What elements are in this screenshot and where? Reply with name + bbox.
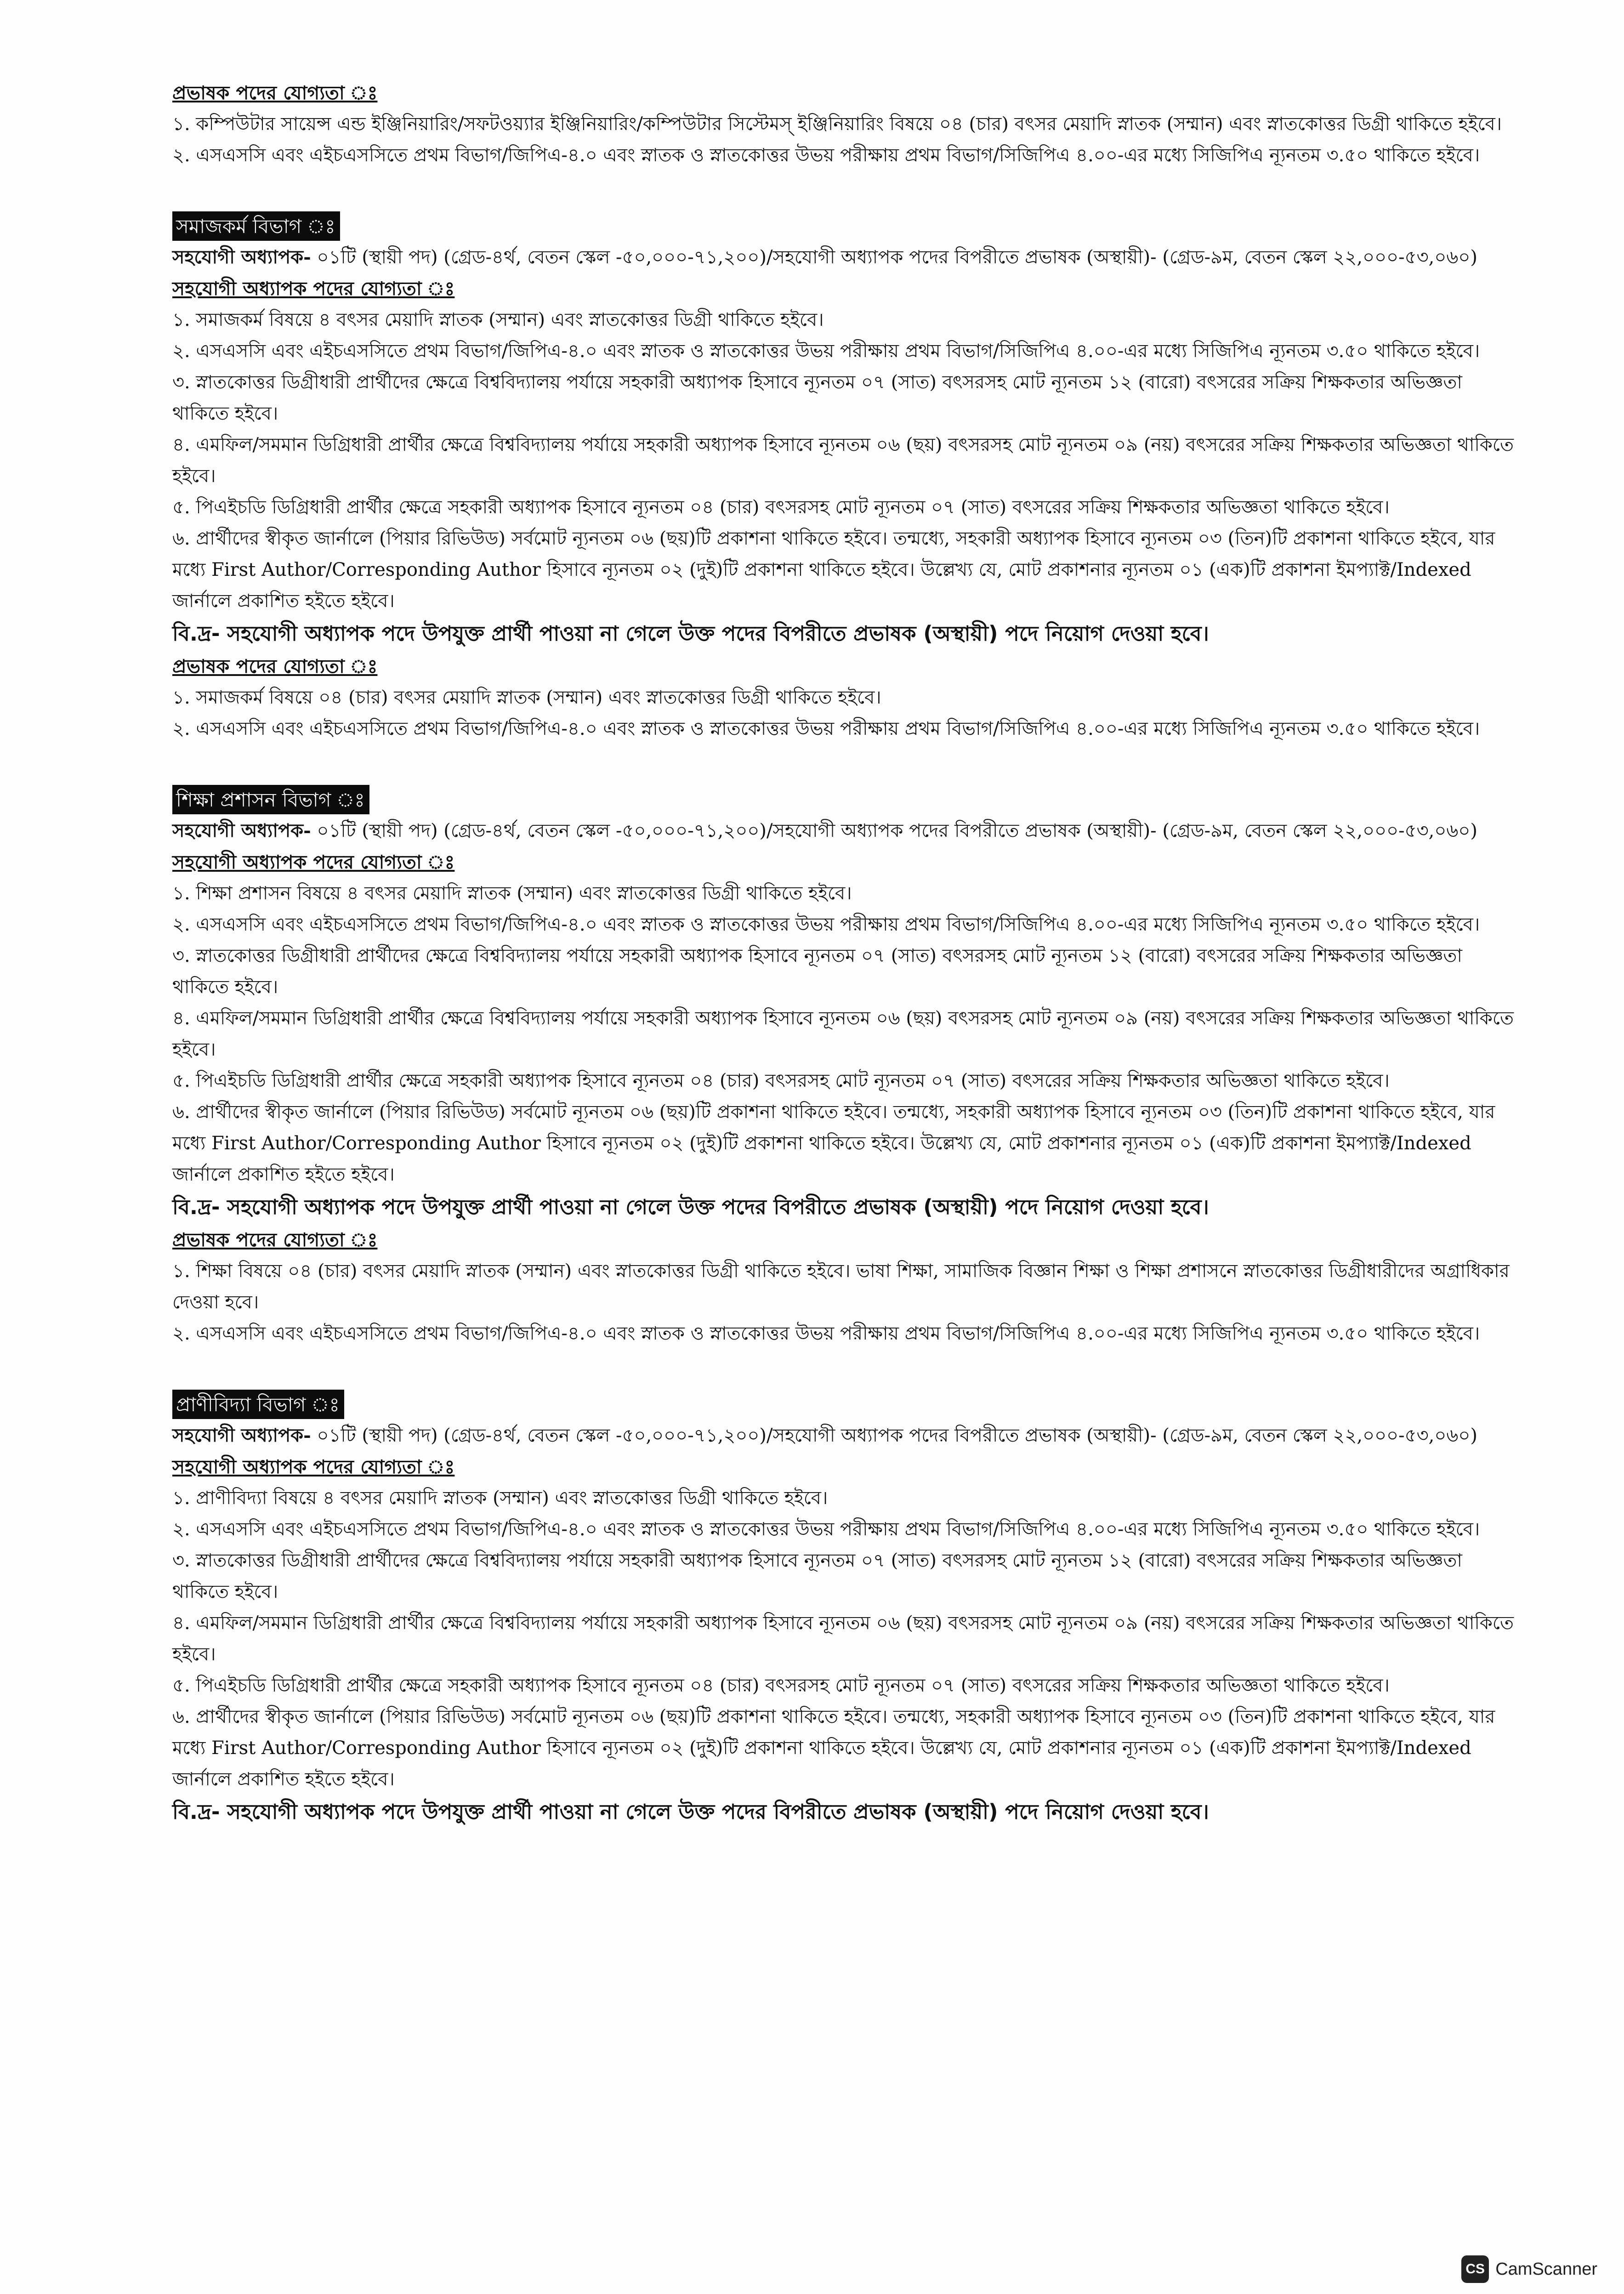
list-item: ১. সমাজকর্ম বিষয়ে ৪ বৎসর মেয়াদি স্নাতক (সম্মান) এবং স্নাতকোত্তর ডিগ্রী থাকিতে হইবে। (172, 309, 824, 330)
camscanner-watermark (1461, 2255, 1597, 2283)
department-section (172, 211, 1519, 744)
post-details: ০১টি (স্থায়ী পদ) (গ্রেড-৪র্থ, বেতন স্কেল -৫০,০০০-৭১,২০০)/সহযোগী অধ্যাপক পদের বিপরীতে প্রভাষক (অস্থায়ী)- (গ্রেড-৯ম, বেতন স্কেল ২২,০০০-৫৩,০৬০) (311, 247, 1477, 268)
section-heading: সহযোগী অধ্যাপক পদের যোগ্যতা ঃ (172, 851, 455, 873)
post-line (172, 1420, 1519, 1451)
section-heading: সহযোগী অধ্যাপক পদের যোগ্যতা ঃ (172, 1456, 455, 1478)
list-item: ১. প্রাণীবিদ্যা বিষয়ে ৪ বৎসর মেয়াদি স্নাতক (সম্মান) এবং স্নাতকোত্তর ডিগ্রী থাকিতে হইবে। (172, 1488, 828, 1509)
camscanner-label: CamScanner (1495, 2259, 1597, 2279)
post-title: সহযোগী অধ্যাপক- (172, 246, 311, 268)
section-heading: প্রভাষক পদের যোগ্যতা ঃ (172, 655, 378, 677)
list-item: ১. শিক্ষা প্রশাসন বিষয়ে ৪ বৎসর মেয়াদি স্নাতক (সম্মান) এবং স্নাতকোত্তর ডিগ্রী থাকিতে হইবে। (172, 883, 852, 904)
list-item: ৩. স্নাতকোত্তর ডিগ্রীধারী প্রার্থীদের ক্ষেত্রে বিশ্ববিদ্যালয় পর্যায়ে সহকারী অধ্যাপক হিসাবে ন্যূনতম ০৭ (সাত) বৎসরসহ মোট ন্যূনতম ১২ (বারো) বৎসরের সক্রিয় শিক্ষকতার অভিজ্ঞতা থাকিতে হইবে। (172, 945, 1463, 998)
department-title: শিক্ষা প্রশাসন বিভাগ ঃ (172, 785, 369, 814)
list-item: ৪. এমফিল/সমমান ডিগ্রিধারী প্রার্থীর ক্ষেত্রে বিশ্ববিদ্যালয় পর্যায়ে সহকারী অধ্যাপক হিসাবে ন্যূনতম ০৬ (ছয়) বৎসরসহ মোট ন্যূনতম ০৯ (নয়) বৎসরের সক্রিয় শিক্ষকতার অভিজ্ঞতা থাকিতে হইবে। (172, 1613, 1514, 1665)
list-item: ১. কম্পিউটার সায়েন্স এন্ড ইঞ্জিনিয়ারিং/সফটওয়্যার ইঞ্জিনিয়ারিং/কম্পিউটার সিস্টেমস্ ইঞ্জিনিয়ারিং বিষয়ে ০৪ (চার) বৎসর মেয়াদি স্নাতক (সম্মান) এবং স্নাতকোত্তর ডিগ্রী থাকিতে হইবে। (172, 114, 1502, 135)
list-item: ৪. এমফিল/সমমান ডিগ্রিধারী প্রার্থীর ক্ষেত্রে বিশ্ববিদ্যালয় পর্যায়ে সহকারী অধ্যাপক হিসাবে ন্যূনতম ০৬ (ছয়) বৎসরসহ মোট ন্যূনতম ০৯ (নয়) বৎসরের সক্রিয় শিক্ষকতার অভিজ্ঞতা থাকিতে হইবে। (172, 1008, 1514, 1060)
document-page (172, 77, 1519, 1829)
list-item: ৬. প্রার্থীদের স্বীকৃত জার্নালে (পিয়ার রিভিউড) সর্বমোট ন্যূনতম ০৬ (ছয়)টি প্রকাশনা থাকিতে হইবে। তন্মধ্যে, সহকারী অধ্যাপক হিসাবে ন্যূনতম ০৩ (তিন)টি প্রকাশনা থাকিতে হইবে, যার মধ্যে First Author/Corresponding Author হিসাবে ন্যূনতম ০২ (দুই)টি প্রকাশনা থাকিতে হইবে। উল্লেখ্য যে, মোট প্রকাশনার ন্যূনতম ০১ (এক)টি প্রকাশনা ইমপ্যাক্ট/Indexed জার্নালে প্রকাশিত হইতে হইবে। (172, 528, 1495, 612)
list-item: ২. এসএসসি এবং এইচএসসিতে প্রথম বিভাগ/জিপিএ-৪.০ এবং স্নাতক ও স্নাতকোত্তর উভয় পরীক্ষায় প্রথম বিভাগ/সিজিপিএ ৪.০০-এর মধ্যে সিজিপিএ ন্যূনতম ৩.৫০ থাকিতে হইবে। (172, 145, 1480, 166)
list-item: ২. এসএসসি এবং এইচএসসিতে প্রথম বিভাগ/জিপিএ-৪.০ এবং স্নাতক ও স্নাতকোত্তর উভয় পরীক্ষায় প্রথম বিভাগ/সিজিপিএ ৪.০০-এর মধ্যে সিজিপিএ ন্যূনতম ৩.৫০ থাকিতে হইবে। (172, 341, 1480, 362)
department-section (172, 1390, 1519, 1829)
list-item: ২. এসএসসি এবং এইচএসসিতে প্রথম বিভাগ/জিপিএ-৪.০ এবং স্নাতক ও স্নাতকোত্তর উভয় পরীক্ষায় প্রথম বিভাগ/সিজিপিএ ৪.০০-এর মধ্যে সিজিপিএ ন্যূনতম ৩.৫০ থাকিতে হইবে। (172, 1519, 1480, 1540)
post-title: সহযোগী অধ্যাপক- (172, 820, 311, 841)
section-heading: প্রভাষক পদের যোগ্যতা ঃ (172, 1229, 378, 1251)
list-item: ৩. স্নাতকোত্তর ডিগ্রীধারী প্রার্থীদের ক্ষেত্রে বিশ্ববিদ্যালয় পর্যায়ে সহকারী অধ্যাপক হিসাবে ন্যূনতম ০৭ (সাত) বৎসরসহ মোট ন্যূনতম ১২ (বারো) বৎসরের সক্রিয় শিক্ষকতার অভিজ্ঞতা থাকিতে হইবে। (172, 372, 1463, 424)
post-line (172, 242, 1519, 273)
list-item: ২. এসএসসি এবং এইচএসসিতে প্রথম বিভাগ/জিপিএ-৪.০ এবং স্নাতক ও স্নাতকোত্তর উভয় পরীক্ষায় প্রথম বিভাগ/সিজিপিএ ৪.০০-এর মধ্যে সিজিপিএ ন্যূনতম ৩.৫০ থাকিতে হইবে। (172, 718, 1480, 739)
post-details: ০১টি (স্থায়ী পদ) (গ্রেড-৪র্থ, বেতন স্কেল -৫০,০০০-৭১,২০০)/সহযোগী অধ্যাপক পদের বিপরীতে প্রভাষক (অস্থায়ী)- (গ্রেড-৯ম, বেতন স্কেল ২২,০০০-৫৩,০৬০) (311, 1425, 1477, 1446)
note-text: বি.দ্র- সহযোগী অধ্যাপক পদে উপযুক্ত প্রার্থী পাওয়া না গেলে উক্ত পদের বিপরীতে প্রভাষক (অস্থায়ী) পদে নিয়োগ দেওয়া হবে। (172, 1800, 1209, 1824)
list-item: ৩. স্নাতকোত্তর ডিগ্রীধারী প্রার্থীদের ক্ষেত্রে বিশ্ববিদ্যালয় পর্যায়ে সহকারী অধ্যাপক হিসাবে ন্যূনতম ০৭ (সাত) বৎসরসহ মোট ন্যূনতম ১২ (বারো) বৎসরের সক্রিয় শিক্ষকতার অভিজ্ঞতা থাকিতে হইবে। (172, 1550, 1463, 1602)
list-item: ২. এসএসসি এবং এইচএসসিতে প্রথম বিভাগ/জিপিএ-৪.০ এবং স্নাতক ও স্নাতকোত্তর উভয় পরীক্ষায় প্রথম বিভাগ/সিজিপিএ ৪.০০-এর মধ্যে সিজিপিএ ন্যূনতম ৩.৫০ থাকিতে হইবে। (172, 914, 1480, 935)
post-title: সহযোগী অধ্যাপক- (172, 1425, 311, 1446)
list-item: ১. শিক্ষা বিষয়ে ০৪ (চার) বৎসর মেয়াদি স্নাতক (সম্মান) এবং স্নাতকোত্তর ডিগ্রী থাকিতে হইবে। ভাষা শিক্ষা, সামাজিক বিজ্ঞান শিক্ষা ও শিক্ষা প্রশাসনে স্নাতকোত্তর ডিগ্রীধারীদের অগ্রাধিকার দেওয়া হবে। (172, 1261, 1510, 1313)
department-title: সমাজকর্ম বিভাগ ঃ (172, 211, 340, 241)
list-item: ৫. পিএইচডি ডিগ্রিধারী প্রার্থীর ক্ষেত্রে সহকারী অধ্যাপক হিসাবে ন্যূনতম ০৪ (চার) বৎসরসহ মোট ন্যূনতম ০৭ (সাত) বৎসরের সক্রিয় শিক্ষকতার অভিজ্ঞতা থাকিতে হইবে। (172, 1675, 1390, 1696)
post-line (172, 815, 1519, 846)
department-title: প্রাণীবিদ্যা বিভাগ ঃ (172, 1390, 344, 1419)
list-item: ৪. এমফিল/সমমান ডিগ্রিধারী প্রার্থীর ক্ষেত্রে বিশ্ববিদ্যালয় পর্যায়ে সহকারী অধ্যাপক হিসাবে ন্যূনতম ০৬ (ছয়) বৎসরসহ মোট ন্যূনতম ০৯ (নয়) বৎসরের সক্রিয় শিক্ষকতার অভিজ্ঞতা থাকিতে হইবে। (172, 434, 1514, 487)
list-item: ২. এসএসসি এবং এইচএসসিতে প্রথম বিভাগ/জিপিএ-৪.০ এবং স্নাতক ও স্নাতকোত্তর উভয় পরীক্ষায় প্রথম বিভাগ/সিজিপিএ ৪.০০-এর মধ্যে সিজিপিএ ন্যূনতম ৩.৫০ থাকিতে হইবে। (172, 1323, 1480, 1344)
note-text: বি.দ্র- সহযোগী অধ্যাপক পদে উপযুক্ত প্রার্থী পাওয়া না গেলে উক্ত পদের বিপরীতে প্রভাষক (অস্থায়ী) পদে নিয়োগ দেওয়া হবে। (172, 1195, 1209, 1219)
list-item: ১. সমাজকর্ম বিষয়ে ০৪ (চার) বৎসর মেয়াদি স্নাতক (সম্মান) এবং স্নাতকোত্তর ডিগ্রী থাকিতে হইবে। (172, 687, 881, 708)
list-item: ৫. পিএইচডি ডিগ্রিধারী প্রার্থীর ক্ষেত্রে সহকারী অধ্যাপক হিসাবে ন্যূনতম ০৪ (চার) বৎসরসহ মোট ন্যূনতম ০৭ (সাত) বৎসরের সক্রিয় শিক্ষকতার অভিজ্ঞতা থাকিতে হইবে। (172, 1070, 1390, 1091)
note-text: বি.দ্র- সহযোগী অধ্যাপক পদে উপযুক্ত প্রার্থী পাওয়া না গেলে উক্ত পদের বিপরীতে প্রভাষক (অস্থায়ী) পদে নিয়োগ দেওয়া হবে। (172, 621, 1209, 646)
department-section (172, 785, 1519, 1349)
camscanner-logo-icon: CS (1461, 2255, 1489, 2283)
section-heading: প্রভাষক পদের যোগ্যতা ঃ (172, 82, 378, 104)
list-item: ৬. প্রার্থীদের স্বীকৃত জার্নালে (পিয়ার রিভিউড) সর্বমোট ন্যূনতম ০৬ (ছয়)টি প্রকাশনা থাকিতে হইবে। তন্মধ্যে, সহকারী অধ্যাপক হিসাবে ন্যূনতম ০৩ (তিন)টি প্রকাশনা থাকিতে হইবে, যার মধ্যে First Author/Corresponding Author হিসাবে ন্যূনতম ০২ (দুই)টি প্রকাশনা থাকিতে হইবে। উল্লেখ্য যে, মোট প্রকাশনার ন্যূনতম ০১ (এক)টি প্রকাশনা ইমপ্যাক্ট/Indexed জার্নালে প্রকাশিত হইতে হইবে। (172, 1706, 1495, 1790)
post-details: ০১টি (স্থায়ী পদ) (গ্রেড-৪র্থ, বেতন স্কেল -৫০,০০০-৭১,২০০)/সহযোগী অধ্যাপক পদের বিপরীতে প্রভাষক (অস্থায়ী)- (গ্রেড-৯ম, বেতন স্কেল ২২,০০০-৫৩,০৬০) (311, 820, 1477, 841)
section-heading: সহযোগী অধ্যাপক পদের যোগ্যতা ঃ (172, 278, 455, 300)
list-item: ৫. পিএইচডি ডিগ্রিধারী প্রার্থীর ক্ষেত্রে সহকারী অধ্যাপক হিসাবে ন্যূনতম ০৪ (চার) বৎসরসহ মোট ন্যূনতম ০৭ (সাত) বৎসরের সক্রিয় শিক্ষকতার অভিজ্ঞতা থাকিতে হইবে। (172, 497, 1390, 518)
list-item: ৬. প্রার্থীদের স্বীকৃত জার্নালে (পিয়ার রিভিউড) সর্বমোট ন্যূনতম ০৬ (ছয়)টি প্রকাশনা থাকিতে হইবে। তন্মধ্যে, সহকারী অধ্যাপক হিসাবে ন্যূনতম ০৩ (তিন)টি প্রকাশনা থাকিতে হইবে, যার মধ্যে First Author/Corresponding Author হিসাবে ন্যূনতম ০২ (দুই)টি প্রকাশনা থাকিতে হইবে। উল্লেখ্য যে, মোট প্রকাশনার ন্যূনতম ০১ (এক)টি প্রকাশনা ইমপ্যাক্ট/Indexed জার্নালে প্রকাশিত হইতে হইবে। (172, 1102, 1495, 1185)
